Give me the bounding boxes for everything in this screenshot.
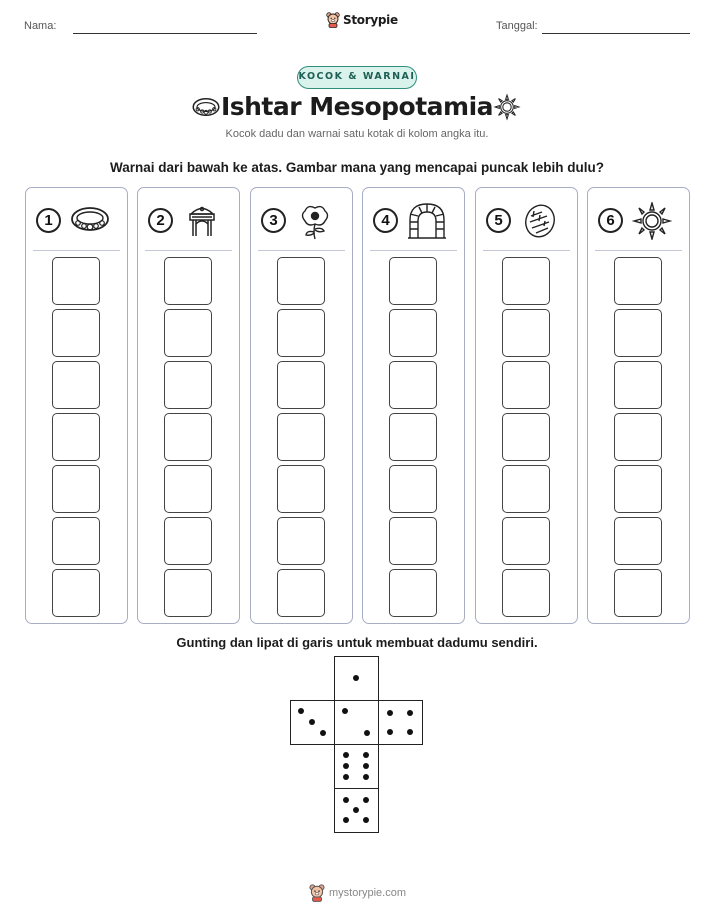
color-cell[interactable] [277, 361, 325, 409]
color-cell[interactable] [502, 413, 550, 461]
footer-url[interactable]: mystorypie.com [329, 887, 407, 899]
color-cell[interactable] [389, 309, 437, 357]
color-cell[interactable] [614, 465, 662, 513]
column-header [26, 188, 127, 250]
bracelet-icon [70, 202, 110, 240]
color-cell[interactable] [277, 465, 325, 513]
color-cell[interactable] [389, 257, 437, 305]
column-divider [370, 250, 457, 251]
color-cell[interactable] [614, 257, 662, 305]
color-cell[interactable] [502, 465, 550, 513]
color-cell[interactable] [502, 361, 550, 409]
name-label: Nama: [24, 20, 57, 32]
color-cell[interactable] [389, 517, 437, 565]
die-face-1 [334, 656, 379, 701]
column-divider [258, 250, 345, 251]
die-pip [363, 797, 369, 803]
color-cell[interactable] [502, 309, 550, 357]
color-cell[interactable] [164, 309, 212, 357]
activity-badge: KOCOK & WARNAI [297, 66, 417, 89]
bear-footer-icon [309, 884, 325, 902]
die-face-4 [378, 700, 423, 745]
color-cell[interactable] [164, 569, 212, 617]
color-cell[interactable] [389, 465, 437, 513]
storypie-logo [326, 12, 398, 28]
column-1 [25, 187, 128, 624]
cut-instruction: Gunting dan lipat di garis untuk membuat dadumu sendiri. [176, 635, 538, 650]
color-cell[interactable] [614, 413, 662, 461]
column-header [363, 188, 464, 250]
color-cell[interactable] [277, 517, 325, 565]
flower-icon [295, 202, 335, 240]
color-cell[interactable] [614, 569, 662, 617]
color-cell[interactable] [164, 361, 212, 409]
page-title: Ishtar Mesopotamia [220, 92, 494, 121]
color-cell[interactable] [389, 361, 437, 409]
die-pip [343, 797, 349, 803]
name-line[interactable] [73, 33, 257, 34]
die-pip [298, 708, 304, 714]
gate-icon [182, 202, 222, 240]
color-cell[interactable] [614, 517, 662, 565]
footer [309, 884, 406, 902]
column-header [138, 188, 239, 250]
column-number: 2 [148, 208, 173, 233]
column-number: 4 [373, 208, 398, 233]
color-cell[interactable] [164, 465, 212, 513]
instruction-text: Warnai dari bawah ke atas. Gambar mana yang mencapai puncak lebih dulu? [110, 160, 604, 175]
column-header [476, 188, 577, 250]
die-face-2 [334, 700, 379, 745]
color-cell[interactable] [52, 413, 100, 461]
color-cell[interactable] [502, 257, 550, 305]
die-face-3 [290, 700, 335, 745]
color-cell[interactable] [52, 569, 100, 617]
color-cell[interactable] [502, 517, 550, 565]
color-cell[interactable] [52, 257, 100, 305]
die-pip [387, 729, 393, 735]
logo-text: Storypie [343, 13, 398, 27]
die-pip [343, 817, 349, 823]
die-pip [407, 710, 413, 716]
die-pip [363, 752, 369, 758]
color-cell[interactable] [164, 517, 212, 565]
color-cell[interactable] [277, 569, 325, 617]
color-cell[interactable] [52, 465, 100, 513]
column-divider [483, 250, 570, 251]
color-cell[interactable] [164, 413, 212, 461]
column-header [588, 188, 689, 250]
color-cell[interactable] [52, 517, 100, 565]
column-number: 1 [36, 208, 61, 233]
die-face-5 [334, 788, 379, 833]
die-pip [343, 774, 349, 780]
color-cell[interactable] [614, 309, 662, 357]
subtitle: Kocok dadu dan warnai satu kotak di kolom angka itu. [225, 128, 489, 140]
die-pip [309, 719, 315, 725]
color-cell[interactable] [277, 257, 325, 305]
column-6 [587, 187, 690, 624]
color-cell[interactable] [389, 413, 437, 461]
die-pip [342, 708, 348, 714]
bear-logo-icon [326, 12, 340, 28]
column-4 [362, 187, 465, 624]
die-pip [363, 817, 369, 823]
column-divider [595, 250, 682, 251]
die-pip [364, 730, 370, 736]
die-pip [353, 807, 359, 813]
sun-title-icon [493, 93, 521, 121]
column-number: 3 [261, 208, 286, 233]
column-divider [33, 250, 120, 251]
arch-icon [407, 202, 447, 240]
stone-icon [520, 202, 560, 240]
color-cell[interactable] [502, 569, 550, 617]
sun-icon [632, 202, 672, 240]
column-number: 6 [598, 208, 623, 233]
color-cell[interactable] [277, 309, 325, 357]
die-pip [363, 763, 369, 769]
color-cell[interactable] [164, 257, 212, 305]
die-pip [407, 729, 413, 735]
date-line[interactable] [542, 33, 690, 34]
die-face-6 [334, 744, 379, 789]
color-cell[interactable] [389, 569, 437, 617]
column-3 [250, 187, 353, 624]
color-cell[interactable] [277, 413, 325, 461]
die-pip [343, 752, 349, 758]
die-pip [343, 763, 349, 769]
column-5 [475, 187, 578, 624]
column-divider [145, 250, 232, 251]
die-pip [320, 730, 326, 736]
color-cell[interactable] [52, 361, 100, 409]
date-label: Tanggal: [496, 20, 538, 32]
column-number: 5 [486, 208, 511, 233]
color-cell[interactable] [52, 309, 100, 357]
column-2 [137, 187, 240, 624]
die-pip [387, 710, 393, 716]
die-pip [353, 675, 359, 681]
die-pip [363, 774, 369, 780]
color-cell[interactable] [614, 361, 662, 409]
column-header [251, 188, 352, 250]
